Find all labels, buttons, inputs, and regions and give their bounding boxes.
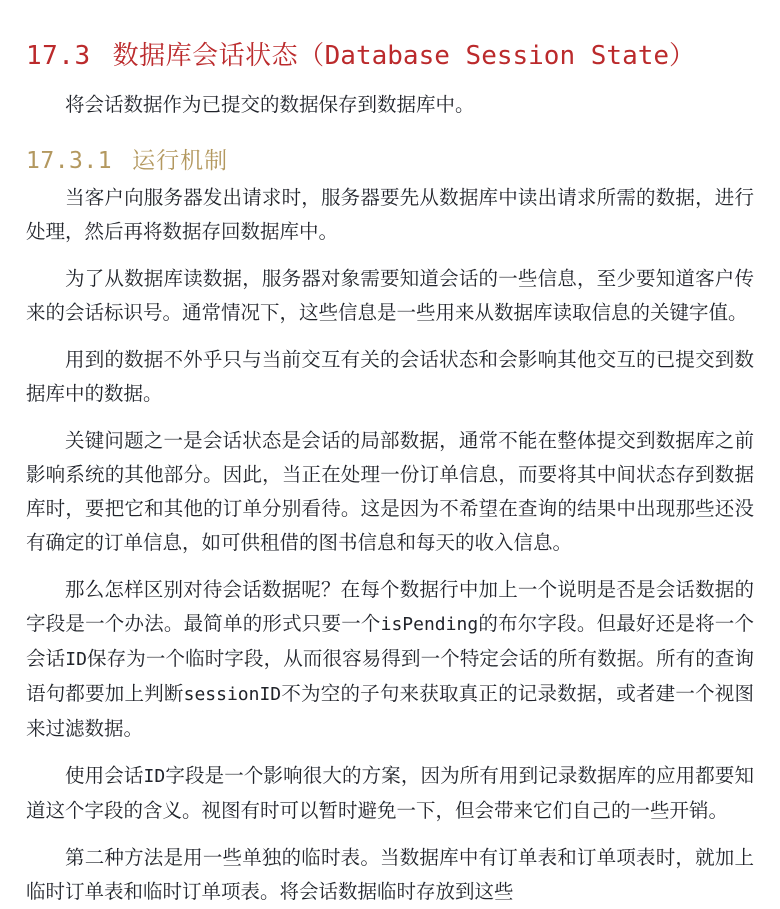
paragraph-5: 那么怎样区别对待会话数据呢？在每个数据行中加上一个说明是否是会话数据的字段是一个办法。最简单的形式只要一个isPending的布尔字段。但最好还是将一个会话ID保存为一个临时字段，从而很容易得到一个特定会话的所有数据。所有的查询语句都要加上判断sessionID不为空的子句来获取真正的记录数据，或者建一个视图来过滤数据。 bbox=[26, 578, 754, 740]
paragraph-2: 为了从数据库读数据，服务器对象需要知道会话的一些信息，至少要知道客户传来的会话标识号。通常情况下，这些信息是一些用来从数据库读取信息的关键字值。 bbox=[26, 267, 754, 324]
paragraph-gap bbox=[26, 330, 754, 343]
inline-code: isPending bbox=[380, 614, 479, 635]
section-heading-title-latin: Database Session State bbox=[324, 41, 670, 71]
lead-paragraph: 将会话数据作为已提交的数据保存到数据库中。 bbox=[65, 93, 475, 116]
paragraph-gap bbox=[26, 249, 754, 262]
inline-code: ID bbox=[143, 766, 166, 787]
paragraph-gap bbox=[26, 746, 754, 759]
subsection-heading-number: 17.3.1 bbox=[26, 148, 113, 174]
paragraph-1: 当客户向服务器发出请求时，服务器要先从数据库中读出请求所需的数据，进行处理，然后再将数据存回数据库中。 bbox=[26, 186, 754, 243]
section-heading-title-cjk: 数据库会话状态 bbox=[112, 41, 299, 71]
paragraph-gap bbox=[26, 411, 754, 424]
paragraph-gap bbox=[26, 560, 754, 573]
inline-code: ID bbox=[65, 649, 87, 670]
inline-code: sessionID bbox=[183, 684, 282, 705]
paragraph-6: 使用会话ID字段是一个影响很大的方案，因为所有用到记录数据库的应用都要知道这个字段的含义。视图有时可以暂时避免一下，但会带来它们自己的一些开销。 bbox=[26, 764, 754, 822]
paragraph-7: 第二种方法是用一些单独的临时表。当数据库中有订单表和订单项表时，就加上临时订单表和临时订单项表。将会话数据临时存放到这些 bbox=[26, 846, 754, 903]
section-heading-number: 17.3 bbox=[26, 41, 91, 71]
subsection-heading-title: 运行机制 bbox=[132, 148, 229, 174]
section-heading-paren-open: （ bbox=[298, 41, 325, 71]
section-heading-paren-close: ） bbox=[669, 41, 696, 71]
body-content bbox=[26, 88, 754, 909]
paragraph-gap bbox=[26, 828, 754, 841]
paragraph-3: 用到的数据不外乎只与当前交互有关的会话状态和会影响其他交互的已提交到数据库中的数据。 bbox=[26, 348, 754, 405]
heading-reserve-space bbox=[26, 122, 754, 181]
paragraph-4: 关键问题之一是会话状态是会话的局部数据，通常不能在整体提交到数据库之前影响系统的其他部分。因此，当正在处理一份订单信息，而要将其中间状态存到数据库时，要把它和其他的订单分别看待。这是因为不希望在查询的结果中出现那些还没有确定的订单信息，如可供租借的图书信息和每天的收入信息。 bbox=[26, 429, 754, 554]
section-heading bbox=[26, 40, 696, 73]
